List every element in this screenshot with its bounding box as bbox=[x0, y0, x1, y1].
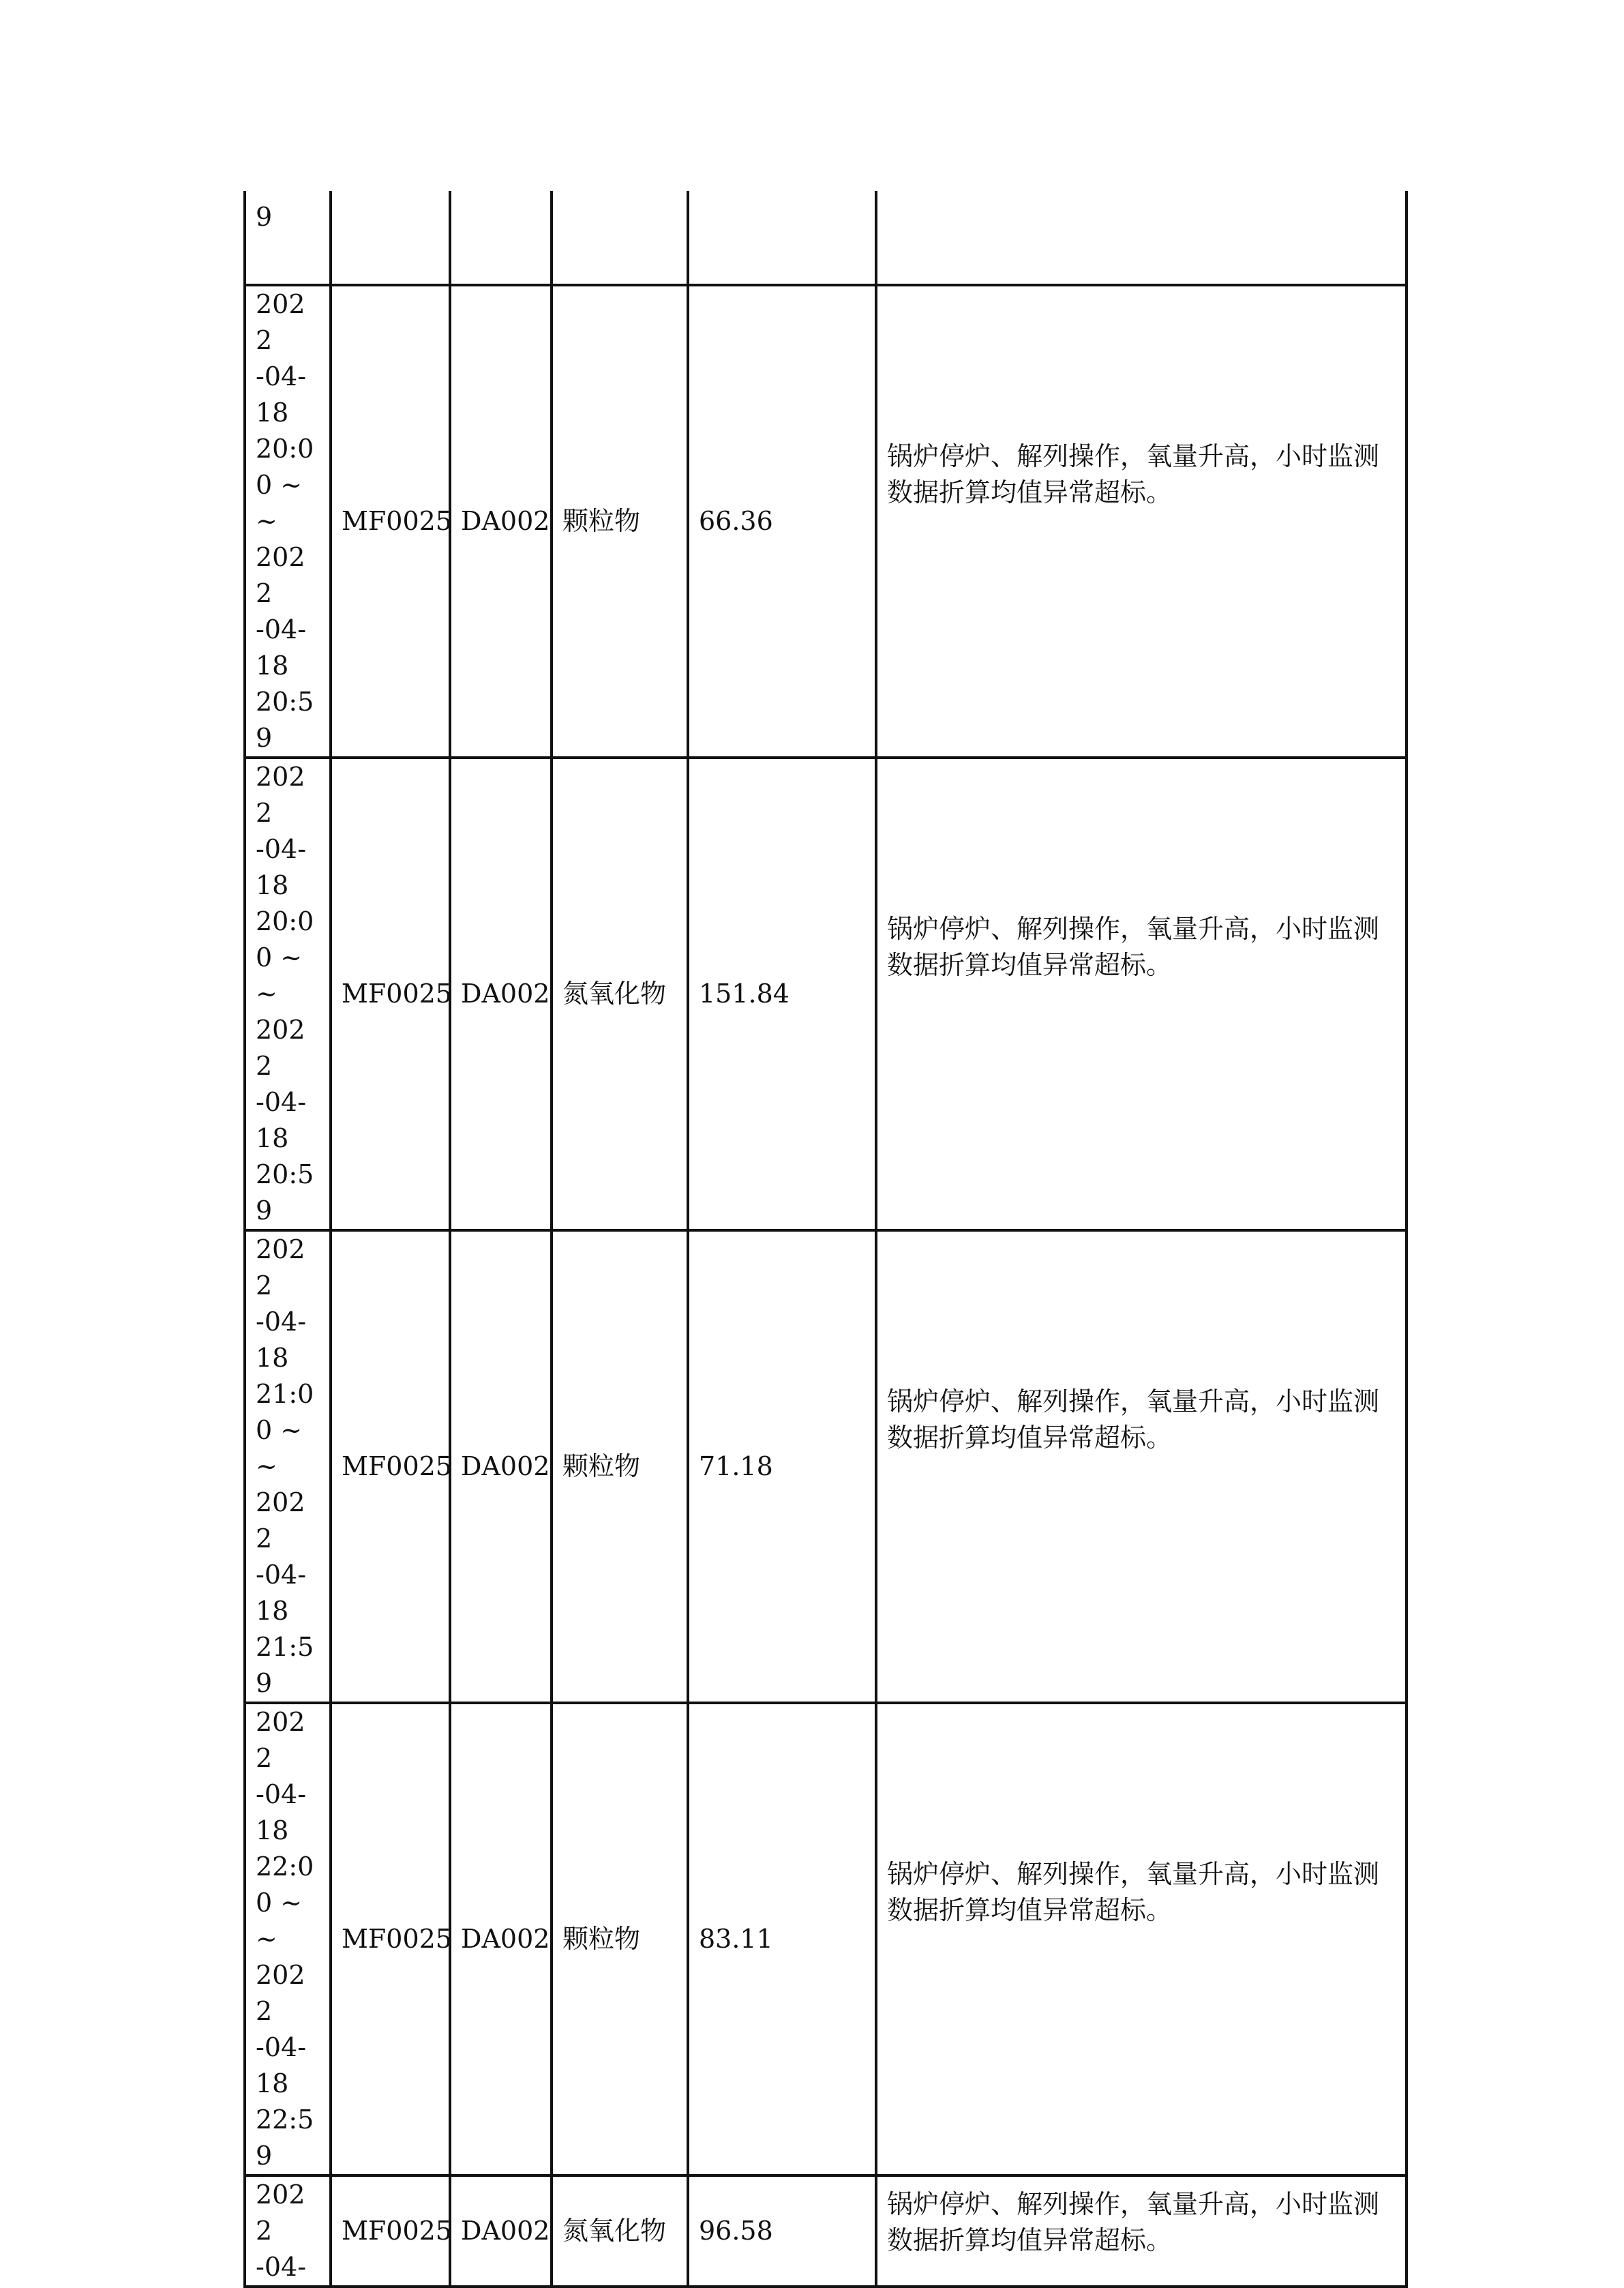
pollutant-cell bbox=[552, 191, 688, 285]
monitoring-point-cell: MF0025 bbox=[331, 1703, 450, 2175]
pollutant-cell: 颗粒物 bbox=[552, 1703, 688, 2175]
monitoring-point-cell: MF0025 bbox=[331, 2175, 450, 2287]
outlet-code-cell: DA002 bbox=[450, 1703, 552, 2175]
pollutant-cell: 氮氧化物 bbox=[552, 2175, 688, 2287]
value-cell bbox=[688, 191, 876, 285]
table-row bbox=[245, 1230, 1407, 1703]
value-cell: 83.11 bbox=[688, 1703, 876, 2175]
monitoring-point-cell: MF0025 bbox=[331, 758, 450, 1230]
pollutant-cell: 氮氧化物 bbox=[552, 758, 688, 1230]
exceedance-table bbox=[243, 191, 1408, 2288]
reason-text: 锅炉停炉、解列操作，氧量升高，小时监测数据折算均值异常超标。 bbox=[887, 1386, 1380, 1453]
table-row bbox=[245, 1703, 1407, 2175]
monitoring-point-cell: MF0025 bbox=[331, 1230, 450, 1703]
value-cell: 71.18 bbox=[688, 1230, 876, 1703]
pollutant-cell: 颗粒物 bbox=[552, 1230, 688, 1703]
table-row bbox=[245, 191, 1407, 285]
outlet-code-cell: DA002 bbox=[450, 758, 552, 1230]
outlet-code-cell: DA002 bbox=[450, 2175, 552, 2287]
time-range-cell: 2022 -04- bbox=[245, 2175, 331, 2287]
reason-cell bbox=[876, 2175, 1407, 2287]
reason-text: 锅炉停炉、解列操作，氧量升高，小时监测数据折算均值异常超标。 bbox=[887, 2189, 1380, 2255]
table-row bbox=[245, 758, 1407, 1230]
table-row bbox=[245, 2175, 1407, 2287]
reason-cell bbox=[876, 758, 1407, 1230]
outlet-code-cell: DA002 bbox=[450, 285, 552, 758]
table-row bbox=[245, 285, 1407, 758]
reason-cell bbox=[876, 285, 1407, 758]
monitoring-point-cell: MF0025 bbox=[331, 285, 450, 758]
time-range-cell: 9 bbox=[245, 191, 331, 285]
reason-text: 锅炉停炉、解列操作，氧量升高，小时监测数据折算均值异常超标。 bbox=[887, 441, 1380, 507]
value-cell: 96.58 bbox=[688, 2175, 876, 2287]
outlet-code-cell bbox=[450, 191, 552, 285]
outlet-code-cell: DA002 bbox=[450, 1230, 552, 1703]
monitoring-point-cell bbox=[331, 191, 450, 285]
pollutant-cell: 颗粒物 bbox=[552, 285, 688, 758]
reason-cell bbox=[876, 1230, 1407, 1703]
reason-text: 锅炉停炉、解列操作，氧量升高，小时监测数据折算均值异常超标。 bbox=[887, 914, 1380, 980]
reason-text: 锅炉停炉、解列操作，氧量升高，小时监测数据折算均值异常超标。 bbox=[887, 1859, 1380, 1925]
reason-cell bbox=[876, 1703, 1407, 2175]
time-range-cell: 2022 -04- 18 21:0 0 ~~ 2022 -04- 18 21:5 9 bbox=[245, 1230, 331, 1703]
time-range-cell: 2022 -04- 18 20:0 0 ~~ 2022 -04- 18 20:5 9 bbox=[245, 758, 331, 1230]
reason-cell bbox=[876, 191, 1407, 285]
value-cell: 66.36 bbox=[688, 285, 876, 758]
time-range-cell: 2022 -04- 18 20:0 0 ~~ 2022 -04- 18 20:5 9 bbox=[245, 285, 331, 758]
time-range-cell: 2022 -04- 18 22:0 0 ~~ 2022 -04- 18 22:5 9 bbox=[245, 1703, 331, 2175]
value-cell: 151.84 bbox=[688, 758, 876, 1230]
